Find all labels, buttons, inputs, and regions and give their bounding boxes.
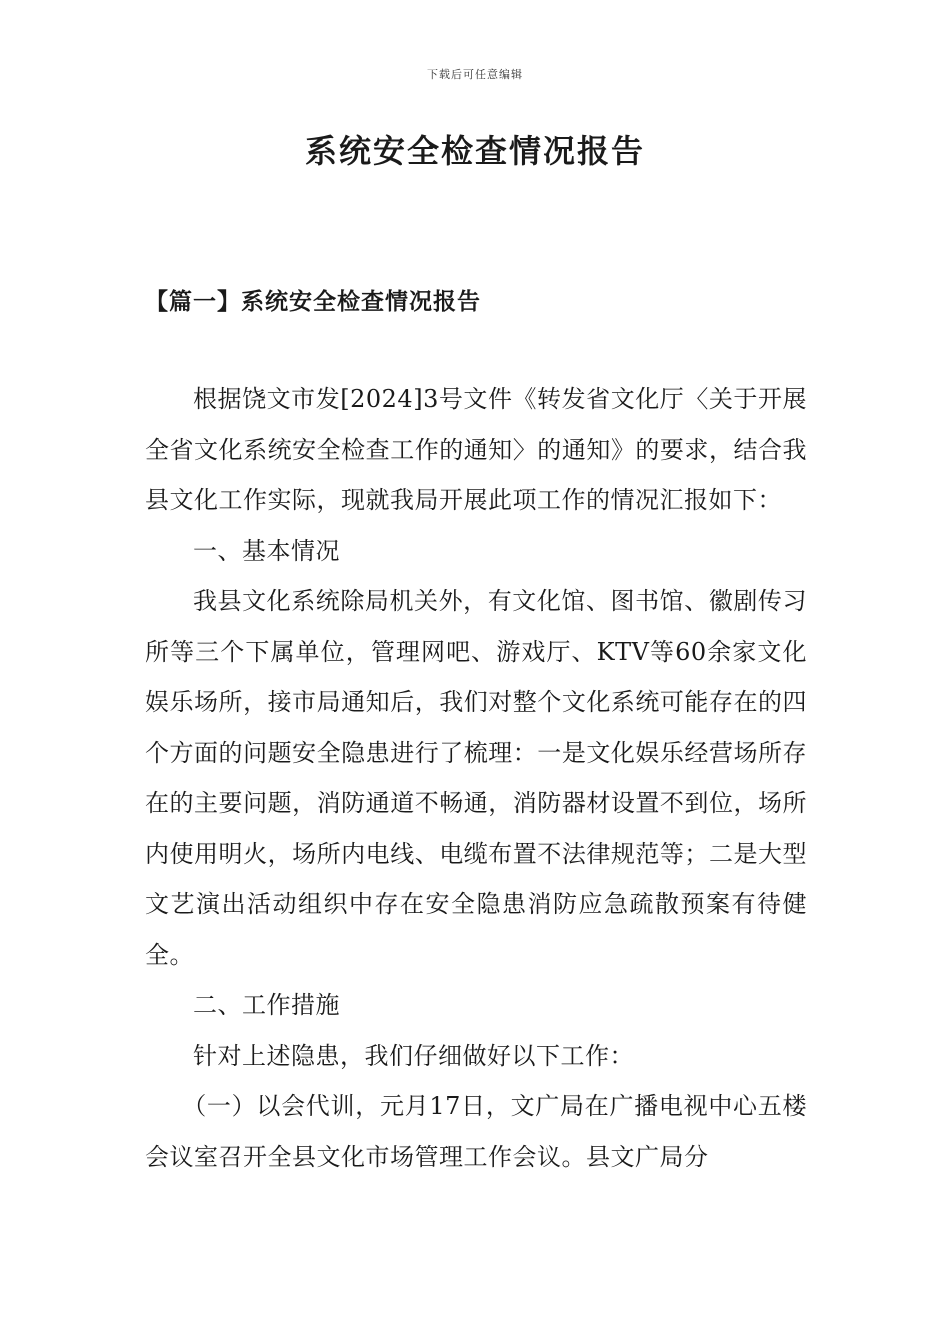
paragraph: 根据饶文市发[2024]3号文件《转发省文化厅〈关于开展全省文化系统安全检查工作的通知〉的通知》的要求，结合我县文化工作实际，现就我局开展此项工作的情况汇报如下： — [145, 385, 807, 514]
header-note: 下载后可任意编辑 — [427, 68, 523, 81]
document-title: 系统安全检查情况报告 — [304, 132, 645, 170]
section-title: 【篇一】系统安全检查情况报告 — [145, 288, 481, 315]
paragraph: （一）以会代训，元月17日，文广局在广播电视中心五楼会议室召开全县文化市场管理工作会议。县文广局分 — [145, 1092, 807, 1171]
paragraph: 我县文化系统除局机关外，有文化馆、图书馆、徽剧传习所等三个下属单位，管理网吧、游戏厅、KTV等60余家文化娱乐场所，接市局通知后，我们对整个文化系统可能存在的四个方面的问题安全隐患进行了梳理：一是文化娱乐经营场所存在的主要问题，消防通道不畅通，消防器材设置不到位，场所内使用明火，场所内电线、电缆布置不法律规范等；二是大型文艺演出活动组织中存在安全隐患消防应急疏散预案有待健全。 — [145, 587, 807, 969]
heading-work-measures: 二、工作措施 — [193, 991, 340, 1019]
paragraph: 针对上述隐患，我们仔细做好以下工作： — [193, 1041, 634, 1070]
heading-basic-situation: 一、基本情况 — [193, 536, 340, 565]
body-text — [145, 374, 807, 1182]
